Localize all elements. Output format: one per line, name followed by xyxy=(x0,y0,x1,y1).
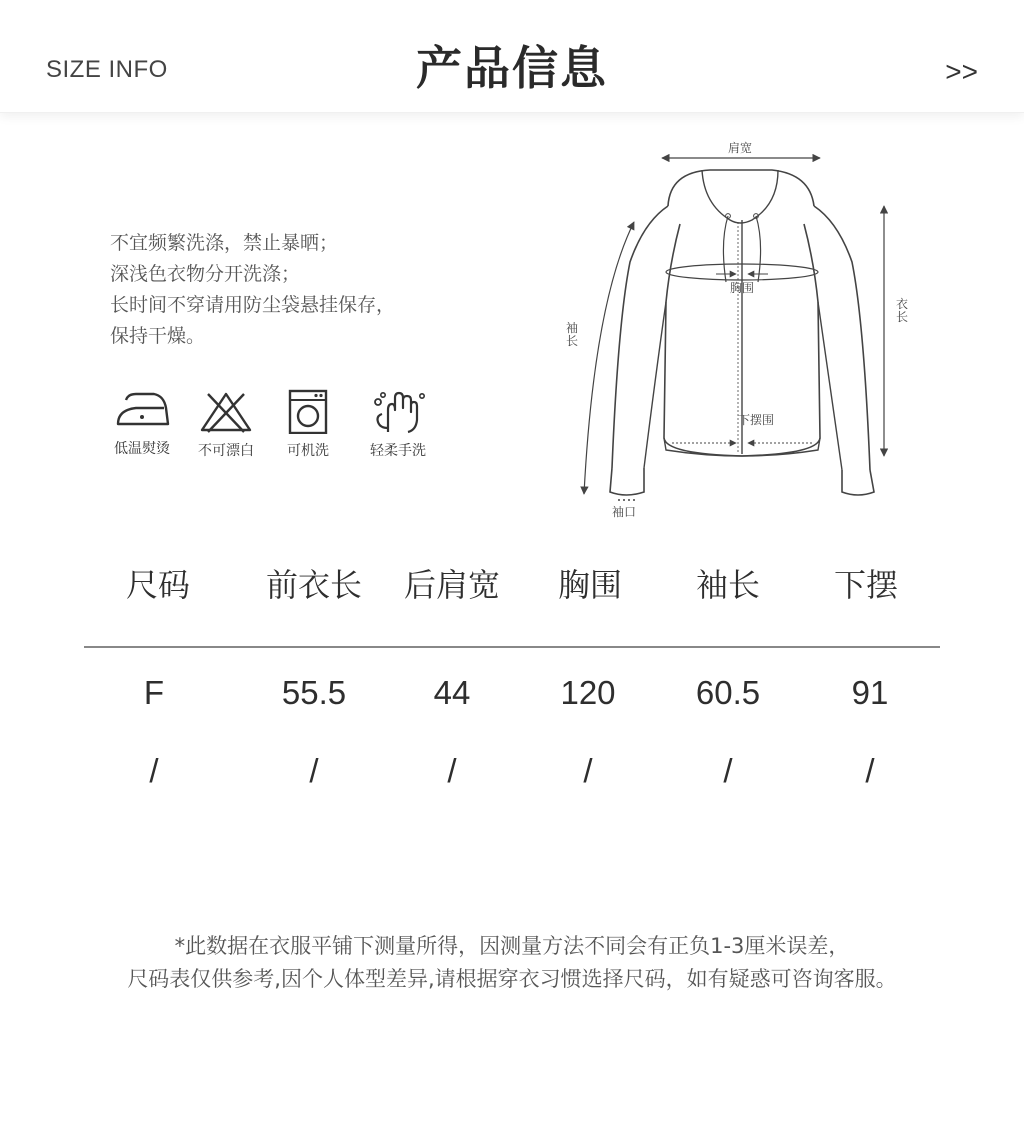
care-icon-handwash xyxy=(360,388,436,460)
header-cell: 下摆 xyxy=(833,566,899,604)
jacket-diagram xyxy=(560,132,920,524)
size-info-label: SIZE INFO xyxy=(46,56,168,83)
table-cell: / xyxy=(447,752,457,789)
table-row xyxy=(84,648,940,738)
table-cell: / xyxy=(149,752,159,789)
header-cell: 尺码 xyxy=(125,566,191,604)
care-icon-label: 可机洗 xyxy=(287,443,329,459)
table-cell: 60.5 xyxy=(695,674,761,711)
disclaimer-line: 尺码表仅供参考,因个人体型差异,请根据穿衣习惯选择尺码，如有疑惑可咨询客服。 xyxy=(127,967,897,991)
header-bar xyxy=(0,0,1024,113)
cuff-label: 袖口 xyxy=(612,505,637,519)
no-bleach-icon xyxy=(196,388,256,434)
care-icon-label: 轻柔手洗 xyxy=(370,443,426,459)
table-cell: 91 xyxy=(851,674,889,711)
table-cell: / xyxy=(309,752,319,789)
disclaimer-line: *此数据在衣服平铺下测量所得，因测量方法不同会有正负1-3厘米误差， xyxy=(174,934,850,958)
sleeve-label: 袖长 xyxy=(566,321,579,348)
care-icons xyxy=(104,388,444,468)
care-icon-label: 低温熨烫 xyxy=(114,441,170,457)
gentle-hand-wash-icon xyxy=(368,388,428,434)
care-icon-iron xyxy=(104,388,180,458)
care-icon-bleach xyxy=(188,388,264,460)
hooded-jacket-sketch xyxy=(560,132,920,524)
header-cell: 袖长 xyxy=(695,566,761,604)
care-note-line: 保持干燥。 xyxy=(110,325,206,347)
hem-label: 下摆围 xyxy=(738,413,775,427)
table-cell: 120 xyxy=(560,674,616,711)
table-cell: / xyxy=(723,752,733,789)
disclaimer xyxy=(0,930,1024,996)
care-note-line: 深浅色衣物分开洗涤； xyxy=(110,263,301,285)
header-cell: 前衣长 xyxy=(265,566,363,604)
table-cell: / xyxy=(865,752,875,789)
care-icon-machine xyxy=(270,388,346,460)
page-title: 产品信息 xyxy=(416,41,608,95)
table-cell: F xyxy=(143,674,165,711)
length-label: 衣长 xyxy=(896,297,909,324)
care-notes xyxy=(110,228,395,352)
care-note-line: 长时间不穿请用防尘袋悬挂保存， xyxy=(110,294,396,316)
next-arrow-icon[interactable]: >> xyxy=(945,56,978,87)
table-cell: 55.5 xyxy=(281,674,347,711)
header-cell: 胸围 xyxy=(557,566,623,604)
care-icon-label: 不可漂白 xyxy=(198,443,254,459)
table-header xyxy=(84,556,940,648)
care-note-line: 不宜频繁洗涤，禁止暴晒； xyxy=(110,232,339,254)
low-temp-iron-icon xyxy=(112,388,172,432)
shoulder-label: 肩宽 xyxy=(728,141,753,155)
machine-wash-icon xyxy=(278,388,338,434)
table-cell: 44 xyxy=(433,674,471,711)
chest-label: 胸围 xyxy=(730,281,755,295)
table-row xyxy=(84,738,940,828)
table-cell: / xyxy=(583,752,593,789)
header-cell: 后肩宽 xyxy=(403,566,501,604)
size-table xyxy=(84,556,940,828)
